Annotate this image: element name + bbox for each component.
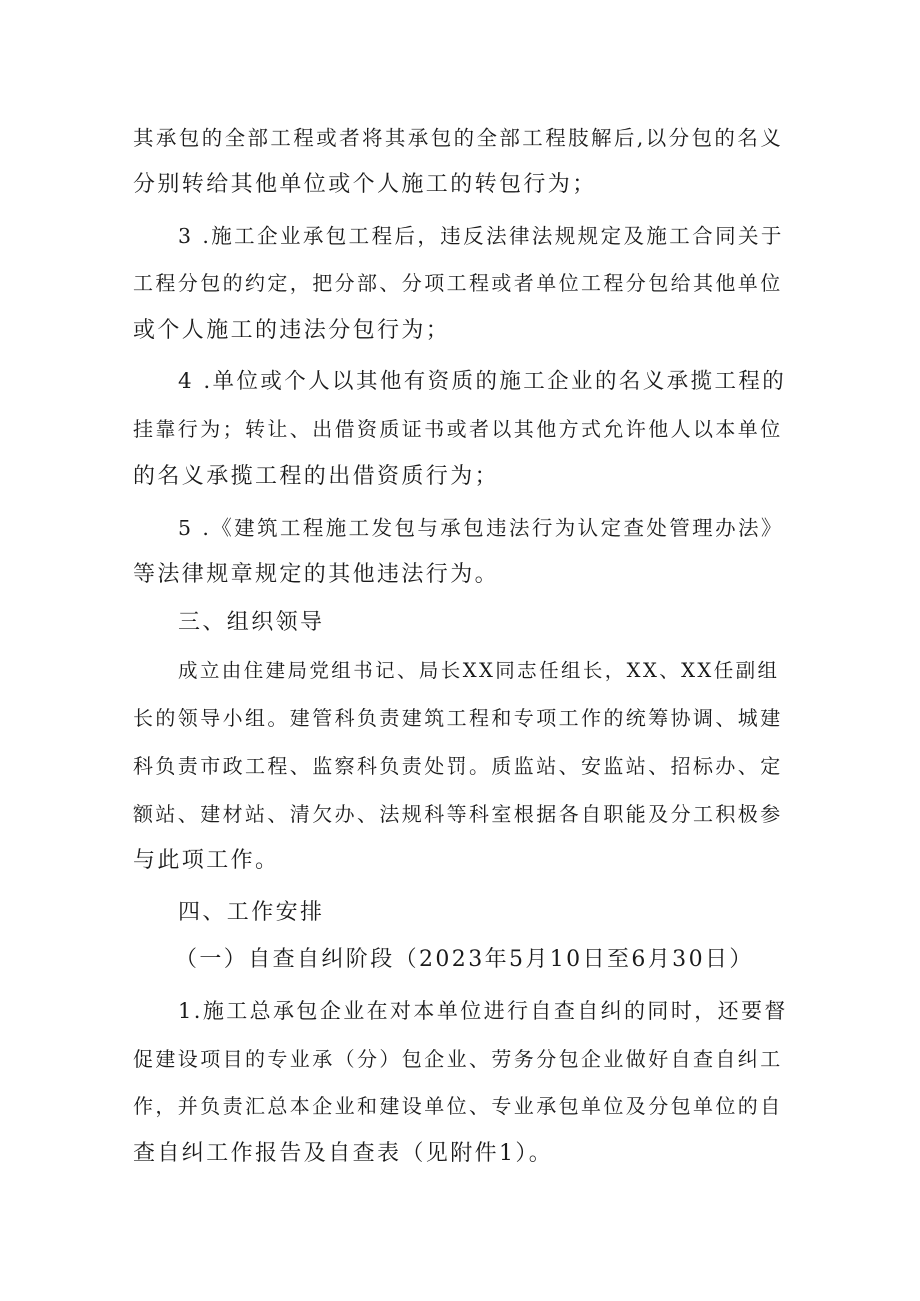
text-line: 科负责市政工程、监察科负责处罚。质监站、安监站、招标办、定 bbox=[133, 754, 783, 778]
text-line: 3 .施工企业承包工程后，违反法律法规规定及施工合同关于 bbox=[178, 224, 784, 248]
text-line: 作，并负责汇总本企业和建设单位、专业承包单位及分包单位的自 bbox=[133, 1094, 783, 1118]
text-line: 成立由住建局党组书记、局长XX同志任组长，XX、XX任副组 bbox=[178, 659, 780, 682]
section-heading: 三、组织领导 bbox=[178, 610, 325, 635]
text-line: 1.施工总承包企业在对本单位进行自查自纠的同时，还要督 bbox=[178, 999, 788, 1023]
text-line: 与此项工作。 bbox=[133, 848, 280, 873]
text-line: 其承包的全部工程或者将其承包的全部工程肢解后,以分包的名义 bbox=[133, 126, 784, 150]
text-line: 或个人施工的违法分包行为； bbox=[133, 318, 451, 343]
text-line: 的名义承揽工程的出借资质行为； bbox=[133, 464, 500, 489]
section-heading: 四、工作安排 bbox=[178, 900, 325, 925]
text-line: 查自纠工作报告及自查表（见附件1）。 bbox=[133, 1141, 554, 1166]
text-line: 5 .《建筑工程施工发包与承包违法行为认定查处管理办法》 bbox=[178, 516, 784, 540]
text-line: 工程分包的约定，把分部、分项工程或者单位工程分包给其他单位 bbox=[133, 271, 783, 295]
text-line: 额站、建材站、清欠办、法规科等科室根据各自职能及分工积极参 bbox=[133, 802, 783, 826]
text-line: 长的领导小组。建管科负责建筑工程和专项工作的统筹协调、城建 bbox=[133, 706, 783, 730]
subsection-heading: （一）自查自纠阶段（2023年5月10日至6月30日） bbox=[175, 947, 754, 972]
text-line: 4 .单位或个人以其他有资质的施工企业的名义承揽工程的 bbox=[178, 369, 787, 394]
text-line: 促建设项目的专业承（分）包企业、劳务分包企业做好自查自纠工 bbox=[133, 1047, 783, 1071]
text-line: 分别转给其他单位或个人施工的转包行为； bbox=[133, 172, 597, 197]
text-line: 等法律规章规定的其他违法行为。 bbox=[133, 562, 500, 587]
text-line: 挂靠行为；转让、出借资质证书或者以其他方式允许他人以本单位 bbox=[133, 417, 783, 441]
